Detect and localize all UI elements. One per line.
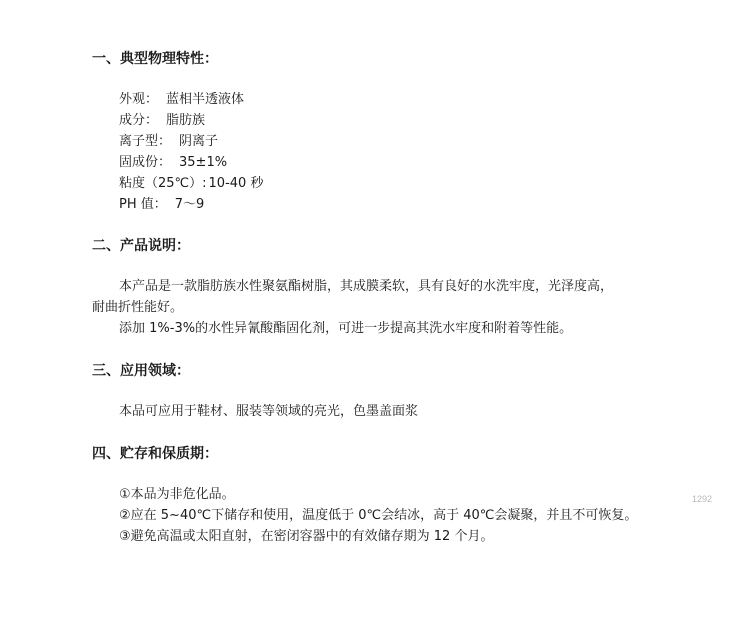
property-value: 10-40 秒 [208,176,264,191]
property-value: 蓝相半透液体 [166,92,245,107]
section-heading-storage-shelf-life: 四、贮存和保质期： [92,446,218,462]
property-row-appearance [119,91,244,109]
property-label: 外观： [119,92,159,107]
description-paragraph-line: 本产品是一款脂肪族水性聚氨酯树脂，其成膜柔软，具有良好的水洗牢度，光泽度高， [119,279,614,294]
property-value: 35±1% [179,155,228,170]
property-row-viscosity [119,175,263,193]
property-label: 成分： [119,113,159,128]
storage-item: ①本品为非危化品。 [119,487,235,502]
property-value: 脂肪族 [166,113,206,128]
applications-text: 本品可应用于鞋材、服装等领域的亮光，色墨盖面浆 [119,404,419,419]
property-value: 7～9 [174,197,205,212]
storage-item: ②应在 5~40℃下储存和使用，温度低于 0℃会结冰，高于 40℃会凝聚，并且不可恢复。 [119,508,638,523]
section-heading-physical-properties: 一、典型物理特性： [92,51,218,67]
property-row-ph [119,196,204,214]
property-row-composition [119,112,205,130]
property-row-ionic-type [119,133,218,151]
property-row-solid-content [119,154,227,172]
property-label: 离子型： [119,134,172,149]
property-value: 阴离子 [179,134,219,149]
property-label: 固成份： [119,155,172,170]
section-heading-product-description: 二、产品说明： [92,238,190,254]
description-paragraph-line: 添加 1%-3%的水性异氰酸酯固化剂，可进一步提高其洗水牢度和附着等性能。 [119,321,573,336]
page-number-watermark: 1292 [692,494,713,504]
storage-item: ③避免高温或太阳直射，在密闭容器中的有效储存期为 12 个月。 [119,529,494,544]
property-label: 粘度（25℃）: [119,176,207,191]
property-label: PH 值： [119,197,167,212]
description-paragraph-line: 耐曲折性能好。 [92,300,184,315]
section-heading-applications: 三、应用领域： [92,363,190,379]
